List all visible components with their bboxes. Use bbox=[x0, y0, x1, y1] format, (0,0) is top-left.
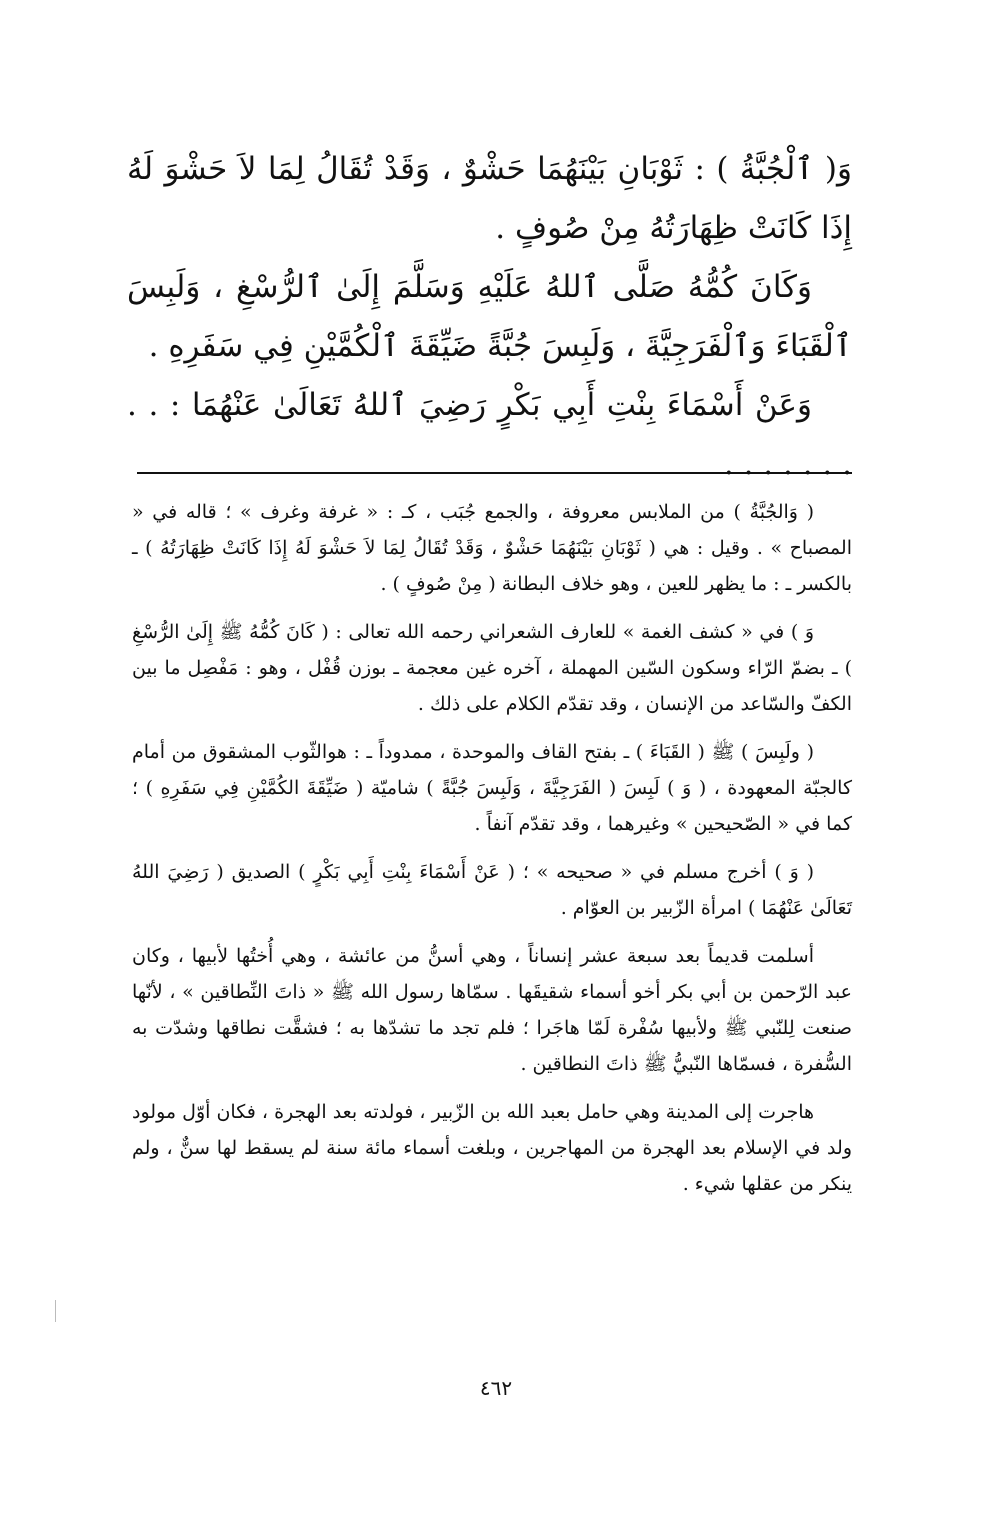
footnote-divider bbox=[137, 472, 852, 474]
note-paragraph: ( وَ ) أخرج مسلم في « صحيحه » ؛ ( عَنْ أَسْمَاءَ بِنْتِ أَبِي بَكْرٍ ) الصديق ( رَضِيَ اللهُ تَعَالَىٰ عَنْهُمَا ) امرأة الزّبير بن العوّام . bbox=[132, 861, 852, 919]
note-paragraph: ( وَالجُبَّةُ ) من الملابس معروفة ، والجمع جُبَب ، كـ : « غرفة وغرف » ؛ قاله في « المصباح » . وقيل : هي ( ثَوْبَانِ بَيْنَهُمَا حَشْوٌ ، وَقَدْ تُقَالُ لِمَا لاَ حَشْوَ لَهُ إِذَا كَانَتْ ظِهَارَتُهُ ) ـ بالكسر ـ : ما يظهر للعين ، وهو خلاف البطانة ( مِنْ صُوفٍ ) . bbox=[132, 501, 852, 595]
page-number: ٤٦٢ bbox=[479, 1376, 513, 1400]
note-paragraph: أسلمت قديماً بعد سبعة عشر إنساناً ، وهي أسنُّ من عائشة ، وهي أُختُها لأبيها ، وكان عبد الرّحمن بن أبي بكر أخو أسماء شقيقَها . سمّاها رسول الله ﷺ « ذاتَ النِّطاقين » ، لأنّها صنعت لِلنّبي ﷺ ولأبيها سُفْرة لَمّا هاجَرا ؛ فلم تجد ما تشدّها به ؛ فشقَّت نطاقها وشدّت به السُّفرة ، فسمّاها النّبيُّ ﷺ ذاتَ النطاقين . bbox=[132, 945, 852, 1075]
main-paragraph: وَكَانَ كُمُّهُ صَلَّى ٱللهُ عَلَيْهِ وَسَلَّمَ إِلَىٰ ٱلرُّسْغِ ، وَلَبِسَ ٱلْقَبَاءَ وَٱلْفَرَجِيَّةَ ، وَلَبِسَ جُبَّةً ضَيِّقَةَ ٱلْكُمَّيْنِ فِي سَفَرِهِ . bbox=[127, 269, 852, 364]
main-text bbox=[127, 140, 852, 494]
main-paragraph: وَ( ٱلْجُبَّةُ ) : ثَوْبَانِ بَيْنَهُمَا حَشْوٌ ، وَقَدْ تُقَالُ لِمَا لاَ حَشْوَ لَهُ إِذَا كَانَتْ ظِهَارَتُهُ مِنْ صُوفٍ . bbox=[127, 151, 852, 246]
note-paragraph: ( ولَبِسَ ) ﷺ ( القَبَاءَ ) ـ بفتح القاف والموحدة ، ممدوداً ـ : هوالثّوب المشقوق من أمام كالجبّة المعهودة ، ( وَ ) لَبِسَ ( الفَرَجِيَّةَ ، وَلَبِسَ جُبَّةً ) شاميّة ( ضَيِّقَةَ الكُمَّيْنِ فِي سَفَرِهِ ) ؛ كما في « الصّحيحين » وغيرهما ، وقد تقدّم آنفاً . bbox=[132, 741, 852, 835]
note-paragraph: وَ ) في « كشف الغمة » للعارف الشعراني رحمه الله تعالى : ( كَانَ كُمُّهُ ﷺ إِلَىٰ الرُّسْغِ ) ـ بضمّ الرّاء وسكون السّين المهملة ، آخره غين معجمة ـ بوزن قُفْل ، وهو : مَفْصِل ما بين الكفّ والسّاعد من الإنسان ، وقد تقدّم الكلام على ذلك . bbox=[132, 621, 852, 715]
note-paragraph: هاجرت إلى المدينة وهي حامل بعبد الله بن الزّبير ، فولدته بعد الهجرة ، فكان أوّل مولود ولد في الإسلام بعد الهجرة من المهاجرين ، وبلغت أسماء مائة سنة لم يسقط لها سنٌّ ، ولم ينكر من عقلها شيء . bbox=[132, 1101, 852, 1195]
margin-mark bbox=[55, 1300, 56, 1322]
commentary-notes bbox=[132, 494, 852, 1202]
main-paragraph: وَعَنْ أَسْمَاءَ بِنْتِ أَبِي بَكْرٍ رَضِيَ ٱللهُ تَعَالَىٰ عَنْهُمَا : . . . . . . . . . bbox=[127, 387, 852, 482]
